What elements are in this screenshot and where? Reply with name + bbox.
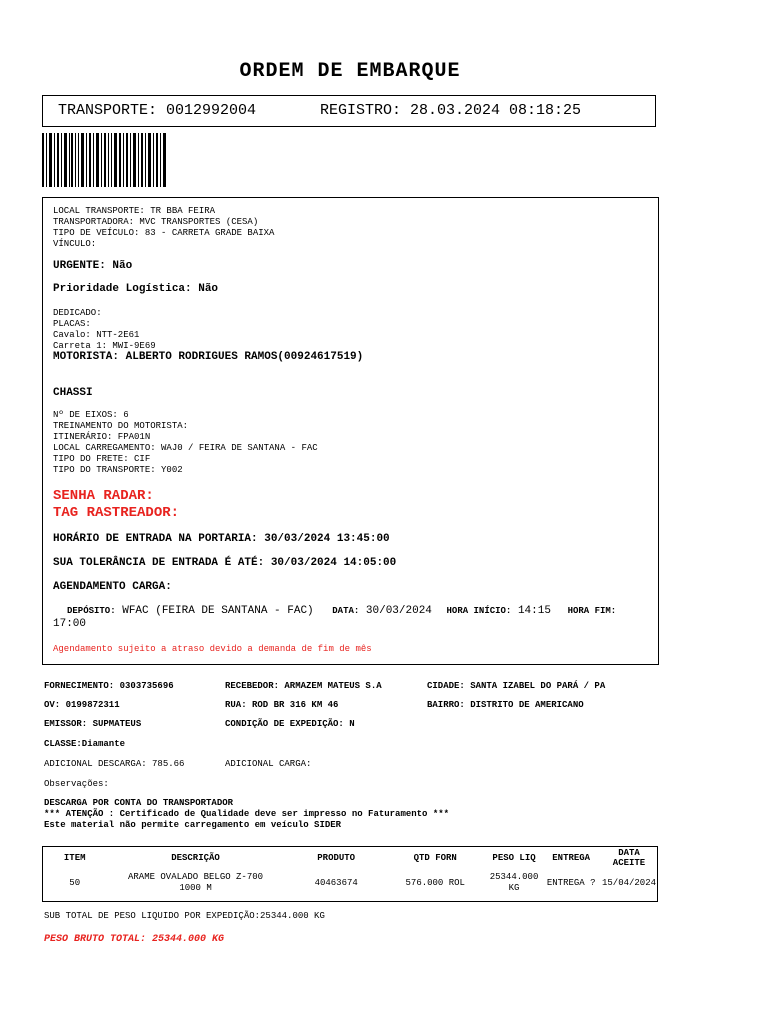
agendamento-carga: AGENDAMENTO CARGA:	[53, 581, 172, 593]
prioridade-logistica: Prioridade Logística: Não	[53, 283, 219, 295]
document-title: ORDEM DE EMBARQUE	[239, 60, 461, 83]
tipo-veiculo: TIPO DE VEÍCULO: 83 - CARRETA GRADE BAIXA	[53, 228, 275, 238]
table-row	[46, 868, 658, 898]
column-header-peso-liq: PESO LIQ	[492, 853, 536, 863]
adicional-carga: ADICIONAL CARGA:	[225, 759, 312, 769]
info-block-1	[53, 206, 274, 250]
classe: CLASSE:Diamante	[44, 739, 126, 749]
hora-fim-label: HORA FIM:	[567, 606, 617, 616]
placas: PLACAS:	[53, 319, 91, 329]
agendamento-details	[53, 605, 651, 631]
observacao-3: Este material não permite carregamento em veículo SIDER	[44, 820, 342, 830]
transporte-number: TRANSPORTE: 0012992004	[58, 102, 257, 119]
horario-entrada: HORÁRIO DE ENTRADA NA PORTARIA: 30/03/2024 13:45:00	[53, 533, 390, 545]
deposito-value: WFAC (FEIRA DE SANTANA - FAC)	[122, 605, 314, 617]
cell-produto: 40463674	[314, 877, 358, 888]
tipo-frete: TIPO DO FRETE: CIF	[53, 454, 151, 464]
column-header-descricao: DESCRIÇÃO	[171, 853, 220, 863]
condicao-expedicao: CONDIÇÃO DE EXPEDIÇÃO: N	[225, 719, 355, 729]
column-header-entrega: ENTREGA	[552, 853, 591, 863]
dedicado: DEDICADO:	[53, 308, 102, 318]
cavalo: Cavalo: NTT-2E61	[53, 330, 140, 340]
barcode	[42, 133, 166, 187]
column-header-produto: PRODUTO	[317, 853, 356, 863]
tag-rastreador: TAG RASTREADOR:	[53, 505, 180, 521]
cell-peso-liq: 25344.000 KG	[489, 872, 539, 893]
agendamento-aviso: Agendamento sujeito a atraso devido a demanda de fim de mês	[53, 644, 372, 654]
info-block-3	[53, 410, 318, 476]
cell-descricao: ARAME OVALADO BELGO Z-700 1000 M	[128, 872, 264, 893]
tolerancia-entrada: SUA TOLERÂNCIA DE ENTRADA É ATÉ: 30/03/2024 14:05:00	[53, 557, 397, 569]
itinerario: ITINERÁRIO: FPA01N	[53, 432, 151, 442]
subtotal-peso: SUB TOTAL DE PESO LIQUIDO POR EXPEDIÇÃO:25344.000 KG	[44, 911, 325, 921]
observacoes-block	[44, 798, 449, 831]
cell-item: 50	[69, 877, 81, 888]
deposito-label: DEPÓSITO:	[67, 606, 116, 616]
vinculo: VÍNCULO:	[53, 239, 97, 249]
column-header-data-aceite: DATA ACEITE	[612, 848, 646, 868]
bairro: BAIRRO: DISTRITO DE AMERICANO	[427, 700, 584, 710]
items-table-header	[46, 848, 658, 868]
chassi: CHASSI	[53, 387, 93, 399]
emissor: EMISSOR: SUPMATEUS	[44, 719, 142, 729]
cell-entrega: ENTREGA ?	[546, 877, 596, 888]
observacoes-label: Observações:	[44, 779, 109, 789]
cell-qtd-forn: 576.000 ROL	[405, 877, 465, 888]
ov: OV: 0199872311	[44, 700, 120, 710]
fornecimento: FORNECIMENTO: 0303735696	[44, 681, 174, 691]
recebedor: RECEBEDOR: ARMAZEM MATEUS S.A	[225, 681, 382, 691]
items-table	[46, 848, 658, 898]
hora-inicio-value: 14:15	[517, 605, 551, 617]
senha-radar: SENHA RADAR:	[53, 488, 154, 504]
registro-timestamp: REGISTRO: 28.03.2024 08:18:25	[320, 102, 582, 119]
hora-fim-value: 17:00	[53, 618, 87, 630]
local-carregamento: LOCAL CARREGAMENTO: WAJ0 / FEIRA DE SANTANA - FAC	[53, 443, 318, 453]
rua: RUA: ROD BR 316 KM 46	[225, 700, 339, 710]
tipo-transporte: TIPO DO TRANSPORTE: Y002	[53, 465, 183, 475]
data-value: 30/03/2024	[365, 605, 432, 617]
observacao-1: DESCARGA POR CONTA DO TRANSPORTADOR	[44, 798, 234, 808]
urgente: URGENTE: Não	[53, 260, 133, 272]
data-label: DATA:	[332, 606, 360, 616]
info-block-2	[53, 308, 156, 352]
local-transporte: LOCAL TRANSPORTE: TR BBA FEIRA	[53, 206, 216, 216]
cell-data-aceite: 15/04/2024	[602, 877, 657, 888]
column-header-item: ITEM	[63, 853, 86, 863]
adicional-descarga: ADICIONAL DESCARGA: 785.66	[44, 759, 185, 769]
carreta: Carreta 1: MWI-9E69	[53, 341, 156, 351]
hora-inicio-label: HORA INÍCIO:	[446, 606, 512, 616]
peso-bruto-total: PESO BRUTO TOTAL: 25344.000 KG	[44, 934, 225, 945]
numero-eixos: Nº DE EIXOS: 6	[53, 410, 129, 420]
column-header-qtd-forn: QTD FORN	[413, 853, 457, 863]
observacao-2: *** ATENÇÃO : Certificado de Qualidade deve ser impresso no Faturamento ***	[44, 809, 450, 819]
cidade: CIDADE: SANTA IZABEL DO PARÁ / PA	[427, 681, 606, 691]
transportadora: TRANSPORTADORA: MVC TRANSPORTES (CESA)	[53, 217, 259, 227]
treinamento-motorista: TREINAMENTO DO MOTORISTA:	[53, 421, 189, 431]
motorista: MOTORISTA: ALBERTO RODRIGUES RAMOS(00924617519)	[53, 351, 364, 363]
